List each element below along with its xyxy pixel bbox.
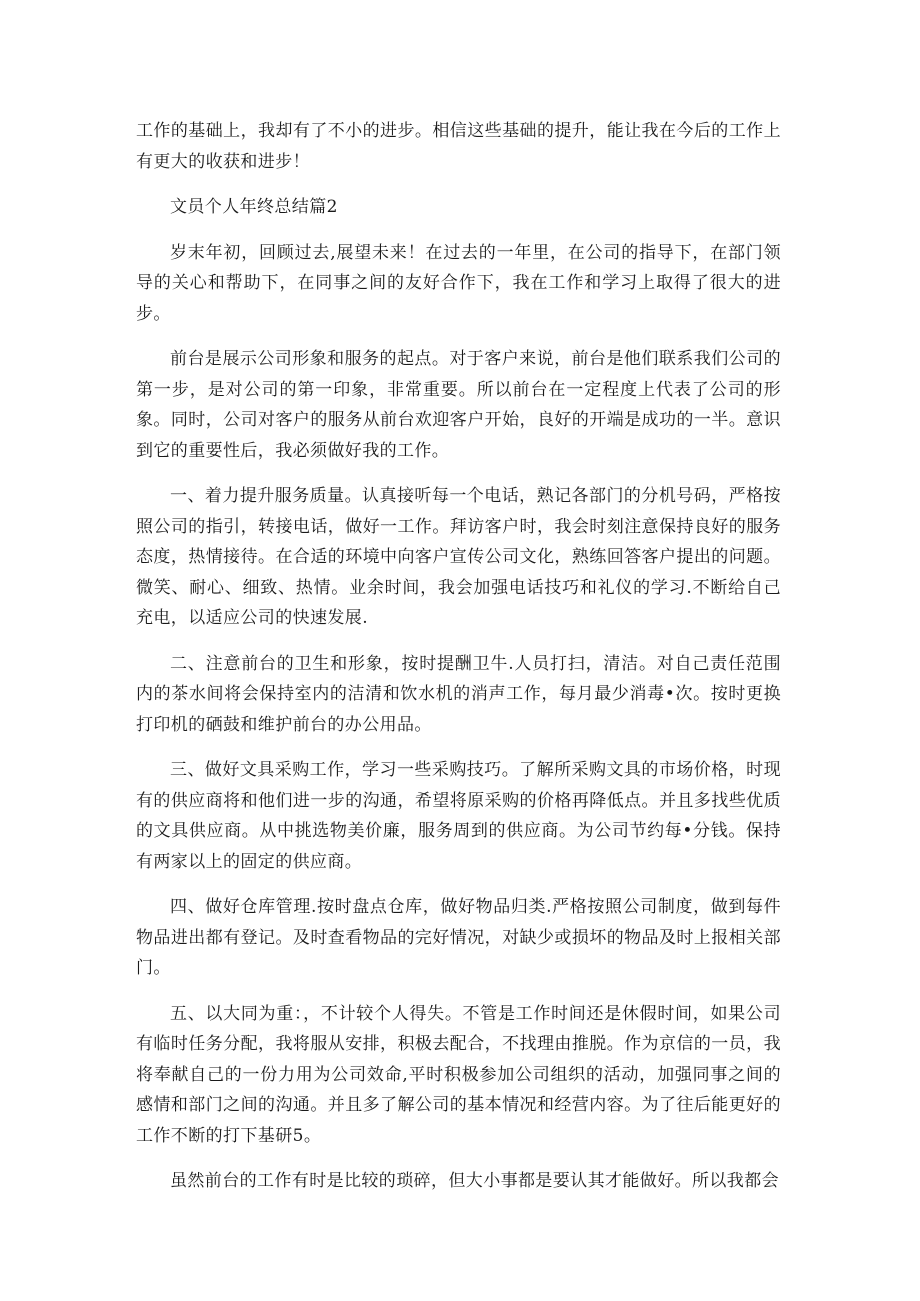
paragraph-closing: 虽然前台的工作有时是比较的琐碎，但大小事都是要认其才能做好。所以我都会 [170, 1171, 779, 1191]
paragraph-item-3: 三、做好文具采购工作，学习一些采购技巧。了解所采购文具的市场价格，时现有的供应商将和他们进一步的沟通，希望将原采购的价格再降低点。并且多找些优质的文具供应商。从中挑选物美价廉，服务周到的供应商。为公司节约每•分钱。保持有两家以上的固定的供应商。 [136, 760, 781, 872]
paragraph-intro: 岁末年初，回顾过去,展望未来！在过去的一年里，在公司的指导下，在部门领导的关心和帮助下，在同事之间的友好合作下，我在工作和学习上取得了很大的进步。 [136, 242, 781, 324]
paragraph-front-desk: 前台是展示公司形象和服务的起点。对于客户来说，前台是他们联系我们公司的第一步，是对公司的第一印象，非常重要。所以前台在一定程度上代表了公司的形象。同时，公司对客户的服务从前台欢迎客户开始，良好的开端是成功的一半。意识到它的重要性后，我必须做好我的工作。 [136, 349, 781, 461]
paragraph-item-5: 五、以大同为重：，不计较个人得失。不管是工作时间还是休假时间，如果公司有临时任务分配，我将服从安排，积极去配合，不找理由推脱。作为京信的一员，我将奉献自己的一份力用为公司效命,平时积极参加公司组织的活动，加强同事之间的感情和部门之间的沟通。并且多了解公司的基本情况和经营内容。为了往后能更好的工作不断的打下基研5。 [136, 1003, 781, 1146]
paragraph-item-4: 四、做好仓库管理.按时盘点仓库，做好物品归类.严格按照公司制度，做到每件物品进出都有登记。及时查看物品的完好情况，对缺少或损坏的物品及时上报相关部门。 [136, 897, 781, 978]
section-heading: 文员个人年终总结篇2 [170, 197, 338, 217]
paragraph-continuation: 工作的基础上，我却有了不小的进步。相信这些基础的提升，能让我在今后的工作上有更大的收获和进步！ [136, 121, 781, 172]
document-body [136, 116, 781, 1212]
paragraph-item-1: 一、着力提升服务质量。认真接听每一个电话，熟记各部门的分机号码，严格按照公司的指引，转接电话，做好一工作。拜访客户时，我会时刻注意保持良好的服务态度，热情接待。在合适的环境中向客户宣传公司文化，熟练回答客户提出的问题。微笑、耐心、细致、热情。业余时间，我会加强电话技巧和礼仪的学习.不断给自己充电，以适应公司的快速发展. [136, 486, 781, 628]
paragraph-item-2: 二、注意前台的卫生和形象，按时提酬卫牛.人员打扫，清洁。对自己责任范围内的茶水间将会保持室内的洁清和饮水机的消声工作，每月最少消毒•次。按时更换打印机的硒鼓和维护前台的办公用品。 [136, 653, 781, 735]
